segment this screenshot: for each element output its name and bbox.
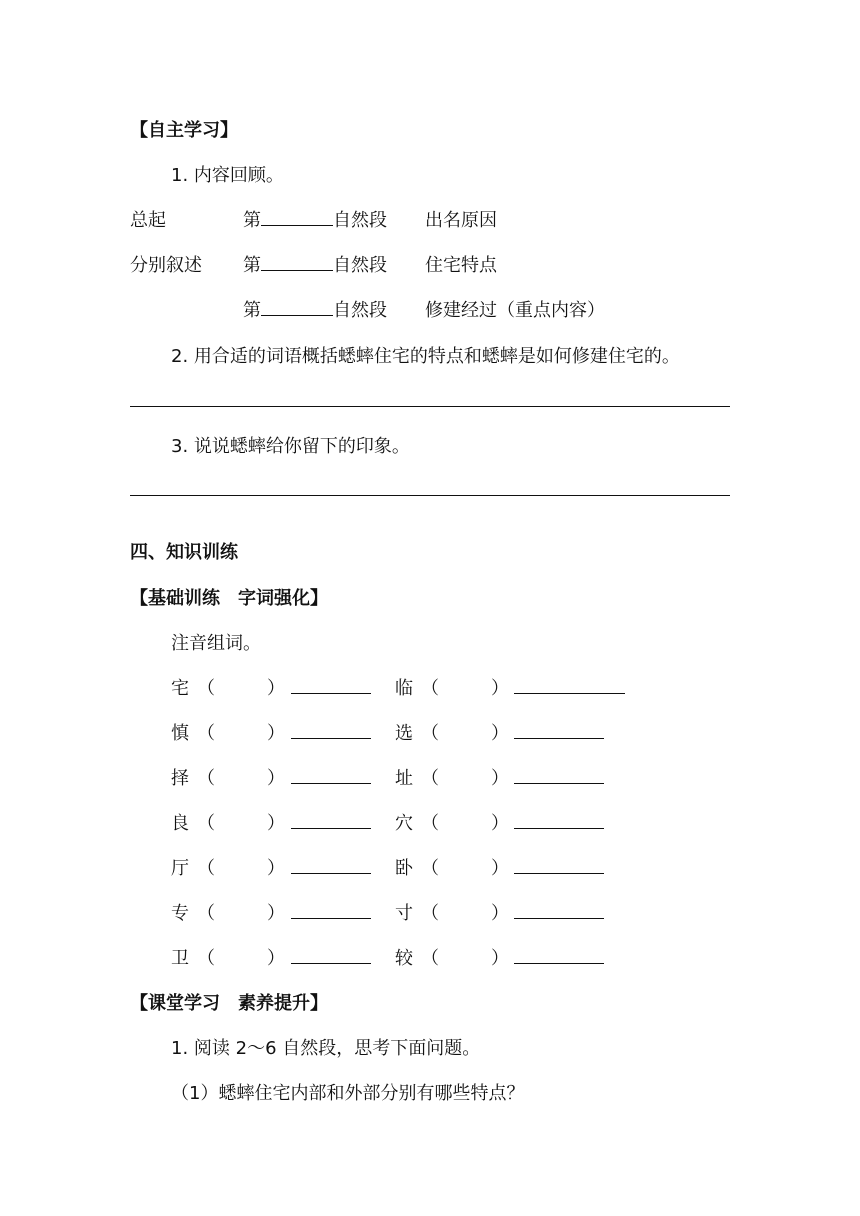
word-char: 临 [395,678,413,699]
review-suffix: 自然段 [333,255,387,276]
paren-close: ） [267,858,285,879]
word-blank[interactable] [291,828,371,829]
word-char: 卧 [395,858,413,879]
paren-open: （ [197,858,215,879]
word-row [171,809,641,835]
paren-open: （ [421,768,439,789]
word-blank[interactable] [514,963,604,964]
paren-open: （ [421,903,439,924]
paren-close: ） [491,678,509,699]
word-blank[interactable] [514,873,604,874]
paren-close: ） [491,858,509,879]
paren-close: ） [267,678,285,699]
word-blank[interactable] [291,963,371,964]
question-2-text: 2. 用合适的词语概括蟋蟀住宅的特点和蟋蟀是如何修建住宅的。 [171,346,680,367]
reading-question-1: 1. 阅读 2～6 自然段，思考下面问题。 [171,1038,481,1059]
review-row-blank [243,296,387,322]
word-char: 寸 [395,903,413,924]
phonetic-instruction: 注音组词。 [171,633,261,654]
paren-open: （ [421,948,439,969]
paren-close: ） [491,768,509,789]
word-row [171,899,641,925]
word-blank[interactable] [514,738,604,739]
review-row-content: 修建经过（重点内容） [425,300,605,321]
question-1-title: 1. 内容回顾。 [171,165,284,186]
review-suffix: 自然段 [333,210,387,231]
section-4-heading: 四、知识训练 [130,542,238,563]
paren-open: （ [197,948,215,969]
class-study-heading: 【课堂学习 素养提升】 [130,993,328,1014]
review-prefix: 第 [243,210,261,231]
word-row [171,944,641,970]
word-blank[interactable] [291,918,371,919]
paren-open: （ [421,678,439,699]
word-char: 慎 [171,723,189,744]
fill-in-blank[interactable] [261,207,333,226]
section-self-study-heading: 【自主学习】 [130,120,238,141]
review-row-label: 分别叙述 [130,255,202,276]
paren-close: ） [491,723,509,744]
paren-close: ） [491,813,509,834]
word-row [171,719,641,745]
review-prefix: 第 [243,300,261,321]
word-char: 厅 [171,858,189,879]
paren-close: ） [267,723,285,744]
review-row-content: 住宅特点 [425,255,497,276]
paren-close: ） [267,813,285,834]
answer-line-q3[interactable] [130,495,730,496]
word-blank[interactable] [291,693,371,694]
paren-open: （ [421,813,439,834]
word-row [171,674,641,700]
paren-open: （ [421,858,439,879]
fill-in-blank[interactable] [261,297,333,316]
word-char: 宅 [171,678,189,699]
paren-open: （ [197,813,215,834]
word-char: 卫 [171,948,189,969]
paren-open: （ [197,768,215,789]
word-blank[interactable] [514,828,604,829]
word-blank[interactable] [514,918,604,919]
word-char: 良 [171,813,189,834]
paren-close: ） [267,948,285,969]
paren-open: （ [421,723,439,744]
question-3-text: 3. 说说蟋蟀给你留下的印象。 [171,436,410,457]
word-char: 选 [395,723,413,744]
reading-question-1-sub-1: （1）蟋蟀住宅内部和外部分别有哪些特点？ [171,1083,525,1104]
paren-close: ） [267,768,285,789]
fill-in-blank[interactable] [261,252,333,271]
basic-training-heading: 【基础训练 字词强化】 [130,588,328,609]
word-blank[interactable] [291,873,371,874]
word-char: 穴 [395,813,413,834]
word-char: 择 [171,768,189,789]
paren-open: （ [197,678,215,699]
word-blank[interactable] [291,738,371,739]
review-row-label: 总起 [130,210,166,231]
word-blank[interactable] [291,783,371,784]
word-blank[interactable] [514,783,604,784]
word-blank[interactable] [514,693,625,694]
paren-open: （ [197,903,215,924]
word-char: 址 [395,768,413,789]
review-row-blank [243,251,387,277]
word-row [171,854,641,880]
word-char: 专 [171,903,189,924]
paren-close: ） [491,903,509,924]
paren-close: ） [491,948,509,969]
review-suffix: 自然段 [333,300,387,321]
answer-line-q2[interactable] [130,406,730,407]
word-char: 较 [395,948,413,969]
review-row-content: 出名原因 [425,210,497,231]
review-row-blank [243,206,387,232]
word-row [171,764,641,790]
paren-open: （ [197,723,215,744]
paren-close: ） [267,903,285,924]
review-prefix: 第 [243,255,261,276]
